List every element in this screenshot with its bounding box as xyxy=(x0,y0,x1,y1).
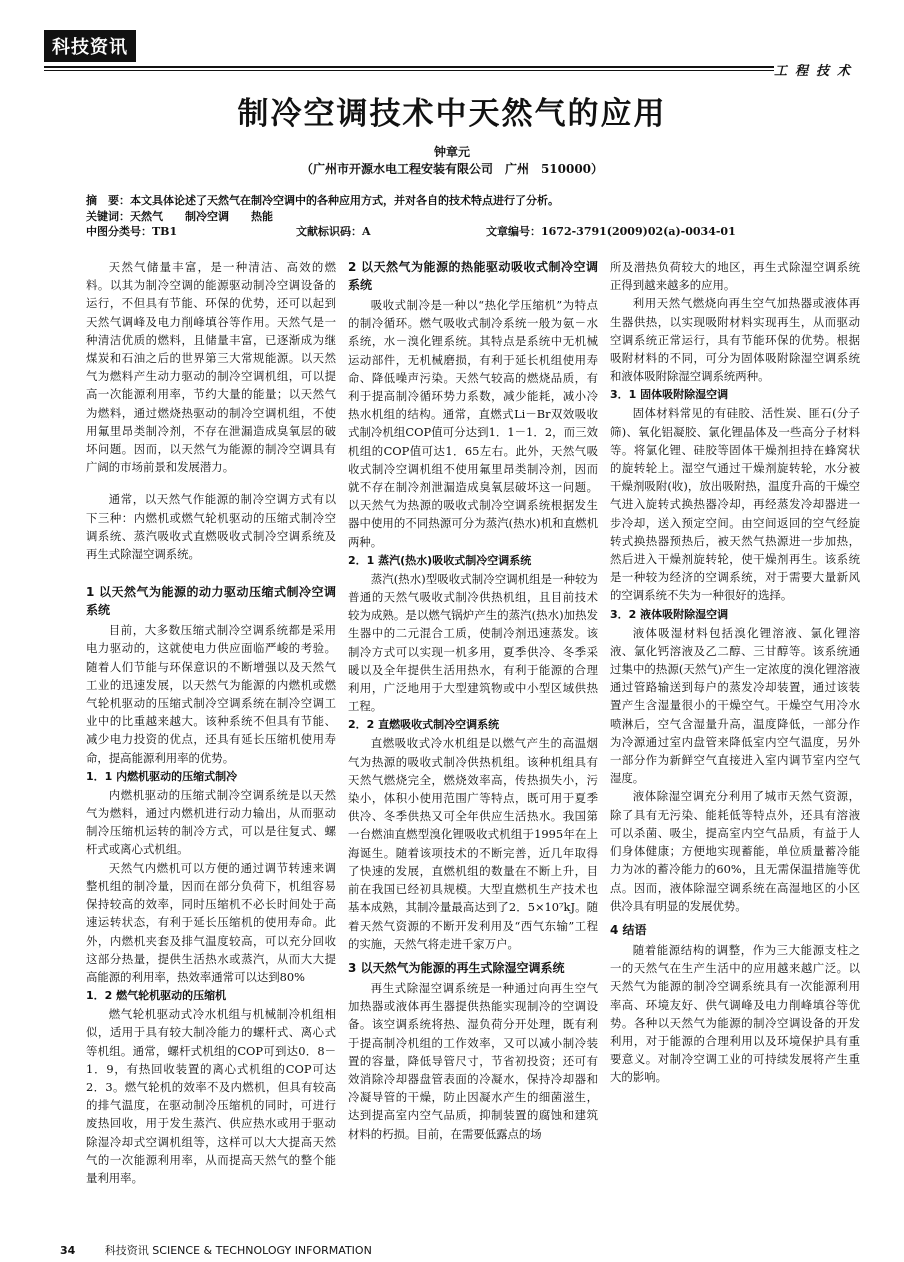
paragraph: 天然气内燃机可以方便的通过调节转速来调整机组的制冷量，因而在部分负荷下，机组容易保持较高的效率，同时压缩机不必长时间处于高速运转状态，有利于延长压缩机的使用寿命。此外，内燃机夹套及排气温度较高，可以充分回收这部分热量，提供生活热水或蒸汽，从而大大提高能源的利用率，热效率通常可以达到80% xyxy=(86,860,336,984)
page-footer xyxy=(60,1242,372,1258)
paragraph: 再生式除湿空调系统是一种通过向再生空气加热器或液体再生器提供热能实现制冷的空调设备。该空调系统将热、湿负荷分开处理，既有利于提高制冷机组的工作效率，又可以减小制冷装置的容量，降低导管尺寸，节省初投资；还可有效消除冷却器盘管表面的冷凝水，保持冷却器和冷凝导管的干燥，防止因凝水产生的细菌滋生，达到提高室内空气品质，抑制装置的腐蚀和建筑材料的朽损。目前，在需要低露点的场 xyxy=(348,980,598,1141)
subsection-heading: 2．1 蒸汽(热水)吸收式制冷空调系统 xyxy=(348,553,532,567)
subsection-heading: 3．1 固体吸附除湿空调 xyxy=(610,388,729,402)
keywords: 关键词：天然气 制冷空调 热能 xyxy=(86,210,273,223)
paragraph: 直燃吸收式冷水机组是以燃气产生的高温烟气为热源的吸收式制冷供热机组。该种机组具有天然气燃烧完全，燃烧效率高，传热损失小，污染小，体积小使用范围广等特点，既可用于夏季供冷、冬季供热又可全年供应生活热水。我国第一台燃油直燃型溴化锂吸收式机组于1995年在上海诞生。随着该项技术的不断完善，近几年取得了快速的发展，直燃机组的数量在不断上升，目前在我国已经初具规模。大型直燃机生产技术也基本成熟，其制冷量最高达到了2．5×10⁷kJ。随着天然气资源的不断开发利用及“西气东输”工程的实施，天然气将走进千家万户。 xyxy=(348,736,598,951)
paragraph: 液体除湿空调充分利用了城市天然气资源，除了具有无污染、能耗低等特点外，还具有溶液可以杀菌、吸尘，提高室内空气品质，有益于人们身体健康；方便地实现蓄能，单位质量蓄冷能力为冰的蓄冷能力的60%，且无需保温措施等优点。因而，液体除湿空调系统在高湿地区的小区供冷具有明显的发展优势。 xyxy=(610,789,860,913)
clc-number: 中图分类号：TB1 xyxy=(86,225,178,238)
paragraph: 液体吸湿材料包括溴化锂溶液、氯化锂溶液、氯化钙溶液及乙二醇、三甘醇等。该系统通过集中的热源(天然气)产生一定浓度的溴化锂溶液通过管路输送到每户的蒸发冷却装置，通过该装置产生含湿量很小的干燥空气。干燥空气用冷水喷淋后，空气含湿量升高，温度降低，一部分作为冷源通过室内盘管来降低室内空气温度，另外一部分作为新鲜空气直接进入室内调节室内空气湿度。 xyxy=(610,625,860,786)
article-title: 制冷空调技术中天然气的应用 xyxy=(237,96,667,132)
paragraph: 目前，大多数压缩式制冷空调系统都是采用电力驱动的，这就使电力供应面临严峻的考验。随着人们节能与环保意识的不断增强以及天然气工业的迅速发展，以天然气为能源的内燃机或燃气轮机驱动的压缩式制冷空调系统在制冷空调工业中的比重越来越大。该种系统不但具有节能、减少电力投资的优点，还具有延长压缩机使用寿命，提高能源利用率的优势。 xyxy=(86,623,336,765)
paragraph: 天然气储量丰富，是一种清洁、高效的燃料。以其为制冷空调的能源驱动制冷空调设备的运行，不但具有节能、环保的优势，还可以起到天然气调峰及电力削峰填谷等作用。天然气是一种清洁优质的燃料，且储量丰富，已逐渐成为继煤炭和石油之后的世界第三大常规能源。以天然气为燃料产生动力驱动的制冷空调机组，可以提高一次能源利用率，节约大量的能量；以天然气为燃料，通过燃烧热驱动的制冷空调机组，不使用氟里昂类制冷剂，不存在泄漏造成臭氧层的破坏问题。因而，以天然气为能源的制冷空调具有广阔的市场前景和发展潜力。 xyxy=(86,260,336,475)
header-rule-thin xyxy=(44,70,774,71)
section-heading: 4 结语 xyxy=(610,922,647,937)
subsection-heading: 3．2 液体吸附除湿空调 xyxy=(610,607,729,621)
journal-tag: 科技资讯 xyxy=(44,30,136,62)
paragraph: 随着能源结构的调整，作为三大能源支柱之一的天然气在生产生活中的应用越来越广泛。以天然气为能源的制冷空调系统具有一次能源利用率高、环境友好、供气调峰及电力削峰填谷等优势。各种以天然气为能源的制冷空调设备的开发利用，对于能源的合理利用以及环境保护具有重要意义。对制冷空调工业的可持续发展将产生重大的影响。 xyxy=(610,942,860,1085)
section-heading: 3 以天然气为能源的再生式除湿空调系统 xyxy=(348,960,565,975)
paragraph: 固体材料常见的有硅胶、活性炭、匪石(分子筛)、氧化铝凝胶、氯化锂晶体及一些高分子材料等。将氯化锂、硅胶等固体干燥剂担持在蜂窝状的旋转轮上。湿空气通过干燥剂旋转轮，水分被干燥剂吸附(收)，放出吸附热，温度升高的干燥空气进入旋转式换热器冷却，再经蒸发冷却器进一步冷却，送入预定空间。由空间返回的空气经旋转式换热器预热后，被天然气热源进一步加热，然后进入干燥剂旋转轮，使干燥剂再生。该系统是一种较为经济的空调系统，对于需要大量新风的空调系统不失为一种很好的选择。 xyxy=(610,406,860,603)
article-number: 文章编号：1672-3791(2009)02(a)-0034-01 xyxy=(486,225,736,238)
subsection-heading: 1．2 燃气轮机驱动的压缩机 xyxy=(86,989,227,1003)
column-1 xyxy=(86,258,336,1218)
section-name: 工程技术 xyxy=(773,64,858,79)
affiliation: （广州市开源水电工程安装有限公司 广州 510000） xyxy=(300,162,604,176)
document-code: 文献标识码：A xyxy=(296,225,371,238)
paragraph: 通常，以天然气作能源的制冷空调方式有以下三种：内燃机或燃气轮机驱动的压缩式制冷空调系统、蒸汽吸收式直燃吸收式制冷空调系统及再生式除湿空调系统。 xyxy=(86,492,336,562)
journal-name: 科技资讯 SCIENCE & TECHNOLOGY INFORMATION xyxy=(104,1244,372,1257)
paragraph: 所及潜热负荷较大的地区，再生式除湿空调系统正得到越来越多的应用。 xyxy=(610,260,860,293)
paragraph: 内燃机驱动的压缩式制冷空调系统是以天然气为燃料，通过内燃机进行动力输出，从而驱动制冷压缩机运转的制冷方式，可以是往复式、螺杆式或离心式机组。 xyxy=(86,787,336,857)
section-heading: 2 以天然气为能源的热能驱动吸收式制冷空调系统 xyxy=(348,260,598,292)
paragraph: 燃气轮机驱动式冷水机组与机械制冷机组相似，适用于具有较大制冷能力的螺杆式、离心式等机组。通常，螺杆式机组的COP可到达0．8－1．9，有热回收装置的离心式机组的COP可达2．3。燃气轮机的效率不及内燃机，但具有较高的排气温度，在驱动制冷压缩机的同时，可进行废热回收，用于发生蒸汽、供应热水或用于驱动除湿冷却式空调机组等，这样可以大大提高天然气的一次能源利用率，从而提高天然气的整个能量利用率。 xyxy=(86,1007,336,1185)
column-3 xyxy=(610,258,860,1218)
page-number: 34 xyxy=(60,1244,76,1257)
section-heading: 1 以天然气为能源的动力驱动压缩式制冷空调系统 xyxy=(86,585,336,618)
paragraph: 吸收式制冷是一种以“热化学压缩机”为特点的制冷循环。燃气吸收式制冷系统一般为氨－水系统，水－溴化锂系统。其特点是系统中无机械运动部件，无机械磨损，有利于延长机组使用寿命、降低噪声污染。天然气较高的燃烧品质，有利于提高制冷循环势力系数，减少能耗，减小冷热水机组的结构。通常，直燃式Li－Br双效吸收式制冷机组COP值可分达到1．1－1．2，而三效机组的COP值可达1．65左右。此外，天然气吸收式制冷空调机组不使用氟里昂类制冷剂，因而就不存在制冷剂泄漏造成臭氧层破坏这一问题。以天然气为热源的吸收式制冷空调系统根据发生器中使用的不同热源可分为蒸汽(热水)机和直燃机两种。 xyxy=(348,298,598,549)
paragraph: 利用天然气燃烧向再生空气加热器或液体再生器供热，以实现吸附材料实现再生，从而驱动空调系统正常运行，具有节能环保的优势。根据吸附材料的不同，可分为固体吸附除湿空调系统和液体吸附除湿空调系统两种。 xyxy=(610,296,860,384)
abstract: 摘 要：本文具体论述了天然气在制冷空调中的各种应用方式，并对各自的技术特点进行了分析。 xyxy=(86,194,559,207)
body-columns xyxy=(86,258,860,1218)
paragraph: 蒸汽(热水)型吸收式制冷空调机组是一种较为普通的天然气吸收式制冷供热机组，且目前技术较为成熟。是以燃气锅炉产生的蒸汽(热水)加热发生器中的二元混合工质，使制冷剂迅速蒸发。该制冷方式可以实现一机多用，夏季供冷、冬季采暖以及全年提供生活用热水，有利于能源的合理利用，广泛地用于大型建筑物或中小型区域供热工程。 xyxy=(348,571,598,714)
column-2 xyxy=(348,258,598,1218)
header-rule xyxy=(44,66,774,68)
subsection-heading: 2．2 直燃吸收式制冷空调系统 xyxy=(348,718,500,732)
author: 钟章元 xyxy=(433,145,470,159)
subsection-heading: 1．1 内燃机驱动的压缩式制冷 xyxy=(86,769,238,783)
